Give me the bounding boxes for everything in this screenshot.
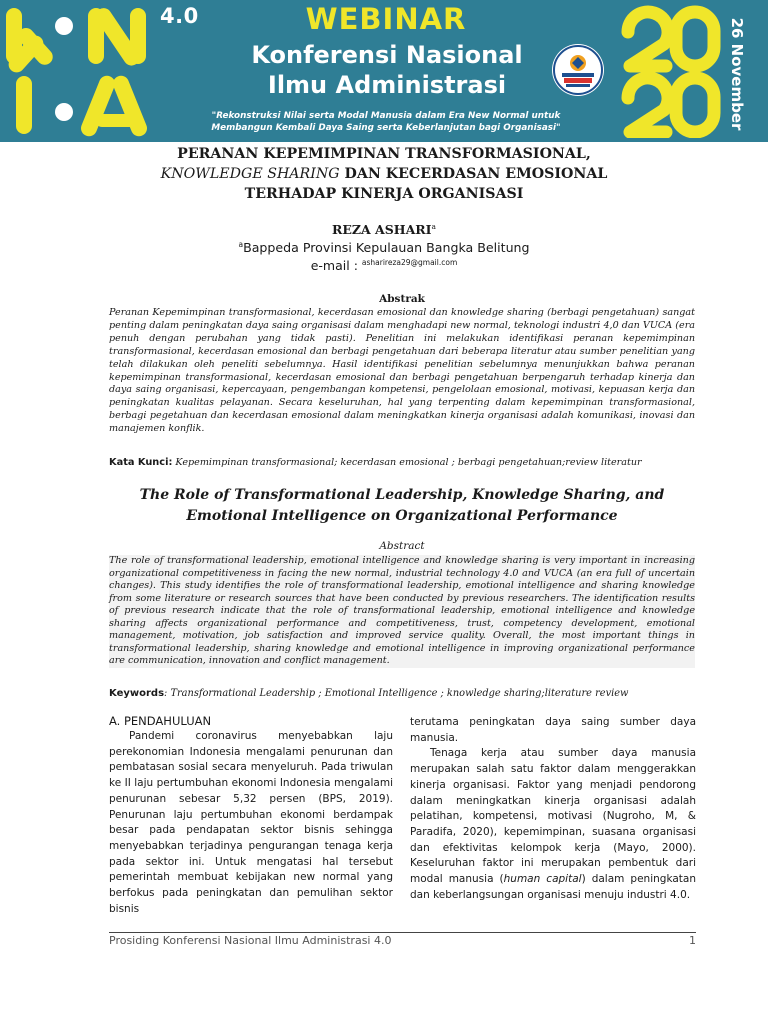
keywords-values: : Transformational Leadership ; Emotional Intelligence ; knowledge sharing;literature review xyxy=(164,688,629,699)
email-line xyxy=(100,258,668,273)
webinar-label: WEBINAR xyxy=(305,2,467,36)
title-line3: TERHADAP KINERJA ORGANISASI xyxy=(244,186,524,202)
affiliation xyxy=(100,240,668,255)
page-number: 1 xyxy=(689,934,696,947)
conference-tagline xyxy=(200,110,572,134)
year-2020-graphic xyxy=(616,4,724,138)
author-marker: a xyxy=(431,222,437,231)
affiliation-text: Bappeda Provinsi Kepulauan Bangka Belitung xyxy=(243,240,530,256)
abstrak-heading: Abstrak xyxy=(379,293,425,305)
right-paragraph-1 xyxy=(410,746,696,903)
footer-proceedings-title: Prosiding Konferensi Nasional Ilmu Administrasi 4.0 xyxy=(109,934,392,947)
footer-divider xyxy=(109,932,696,933)
keywords-label: Keywords xyxy=(109,688,165,699)
english-title xyxy=(108,485,696,527)
email-address[interactable]: asharireza29@gmail.com xyxy=(361,258,458,267)
event-date xyxy=(726,12,748,136)
right-paragraph-1-a: Tenaga kerja atau sumber daya manusia merupakan salah satu faktor dalam menggerakkan kinerja organisasi. Faktor yang menjadi pendorong dalam meningkatkan kinerja organisasi adalah pelatihan, kompetensi, motivasi (Nugroho, M, & Paradifa, 2020), kepemimpinan, suasana organisasi dan efektivitas kelompok kerja (Mayo, 2000). Keseluruhan faktor ini merupakan pembentuk dari modal manusia ( xyxy=(410,747,696,886)
english-title-line2: Emotional Intelligence on Organizational Performance xyxy=(186,508,618,524)
conference-name-line2: Ilmu Administrasi xyxy=(267,71,507,99)
event-year xyxy=(616,4,724,138)
conference-name xyxy=(222,40,552,100)
version-label: 4.0 xyxy=(160,4,199,28)
abstract-heading: Abstract xyxy=(379,540,425,552)
knia-logo xyxy=(4,4,154,138)
paper-title xyxy=(100,144,668,204)
body-left-column xyxy=(109,714,393,917)
title-line2 xyxy=(100,164,668,184)
right-paragraph-0: terutama peningkatan daya saing sumber daya manusia. xyxy=(410,716,696,744)
email-label: e-mail : xyxy=(310,258,358,273)
section-heading: A. PENDAHULUAN xyxy=(109,714,212,728)
author xyxy=(100,222,668,237)
left-paragraph-1: Pandemi coronavirus menyebabkan laju perekonomian Indonesia mengalami penurunan dan pembatasan sosial secara menyeluruh. Pada triwulan ke II laju pertumbuhan ekonomi Indonesia mengalami penurunan sebesar 5,32 persen (BPS, 2019). Penurunan laju pertumbuhan ekonomi berdampak besar pada pendapatan sektor bisnis sehingga menyebabkan terjadinya pengurangan tenaga kerja pada sektor ini. Untuk mengatasi hal tersebut pemerintah membuat kebijakan new normal yang berfokus pada peningkatan dan pemulihan sektor bisnis xyxy=(109,730,393,915)
conference-banner xyxy=(0,0,768,142)
event-date-text: 26 November xyxy=(728,17,746,131)
abstract-text: The role of transformational leadership, emotional intelligence and knowledge sharing is very important in increasing organizational competitiveness in facing the new normal, industrial technology 4.0 and VUCA (an era full of uncertain changes). This study identifies the role of transformational leadership, emotional intelligence and sharing knowledge from some literature or research sources that have been conducted by previous researchers. The identification results of previous research indicate that the role of transformational leadership, emotional intelligence and knowledge sharing affects organizational performance and competitiveness, trust, competency development, emotional management, motivation, job satisfaction and improved service quality. Overall, the most important things in transformational leadership, sharing knowledge and emotional intelligence in improving organizational performance are communication, innovation and conflict management. xyxy=(109,555,695,666)
abstrak-text: Peranan Kepemimpinan transformasional, kecerdasan emosional dan knowledge sharing (berbagi pengetahuan) sangat penting dalam peningkatan daya saing organisasi dalam menghadapi new normal, teknologi industri 4,0 dan VUCA (era penuh dengan perubahan yang tidak pasti). Penelitian ini melakukan identifikasi peranan kepemimpinan transformasional, kecerdasan emosional dan berbagi pengetahuan dari beberapa literatur atau sumber penelitian yang telah dilakukan oleh peneliti sebelumnya. Hasil identifikasi penelitian sebelumnya menunjukkan bahwa peranan kepemimpinan transformasional, kecerdasan emosional dan berbagi pengetahuan berpengaruh terhadap kinerja dan daya saing organisasi, kepercayaan, pengembangan kompetensi, pengelolaan emosional, motivasi, kepuasan kerja dan peningkatan kualitas pelayanan. Secara keseluruhan, hal yang terpenting dalam kepemimpinan transformasional, berbagi pegetahuan dan kecerdasan emosional dalam meningkatkan kinerja organisasi adalah komunikasi, inovasi dan manajemen konflik. xyxy=(109,307,695,435)
title-line2-italic: KNOWLEDGE SHARING xyxy=(160,166,340,182)
seal-graphic xyxy=(552,44,604,96)
author-name: REZA ASHARI xyxy=(331,222,432,238)
affiliation-marker: a xyxy=(238,240,244,249)
tagline-line2: Membangun Kembali Daya Saing serta Keberlanjutan bagi Organisasi" xyxy=(211,123,561,133)
english-title-line1: The Role of Transformational Leadership, Knowledge Sharing, and xyxy=(139,487,665,503)
title-line2-rest: DAN KECERDASAN EMOSIONAL xyxy=(339,166,608,182)
conference-name-line1: Konferensi Nasional xyxy=(251,41,523,69)
knia-letters-graphic xyxy=(4,4,154,138)
right-paragraph-1-italic: human capital xyxy=(503,873,582,886)
tagline-line1: "Rekonstruksi Nilai serta Modal Manusia dalam Era New Normal untuk xyxy=(211,111,561,121)
title-line1: PERANAN KEPEMIMPINAN TRANSFORMASIONAL, xyxy=(177,146,591,162)
kata-kunci-label: Kata Kunci: xyxy=(109,457,173,468)
body-right-column xyxy=(410,715,696,903)
kata-kunci-values: Kepemimpinan transformasional; kecerdasan emosional ; berbagi pengetahuan;review literatur xyxy=(172,457,642,468)
politeknik-seal xyxy=(552,44,604,96)
kata-kunci-line xyxy=(109,457,709,468)
keywords-line xyxy=(109,688,709,699)
right-paragraph-1-b: ) dalam peningkatan dan keberlangsungan organisasi menuju industri 4.0. xyxy=(410,873,696,901)
